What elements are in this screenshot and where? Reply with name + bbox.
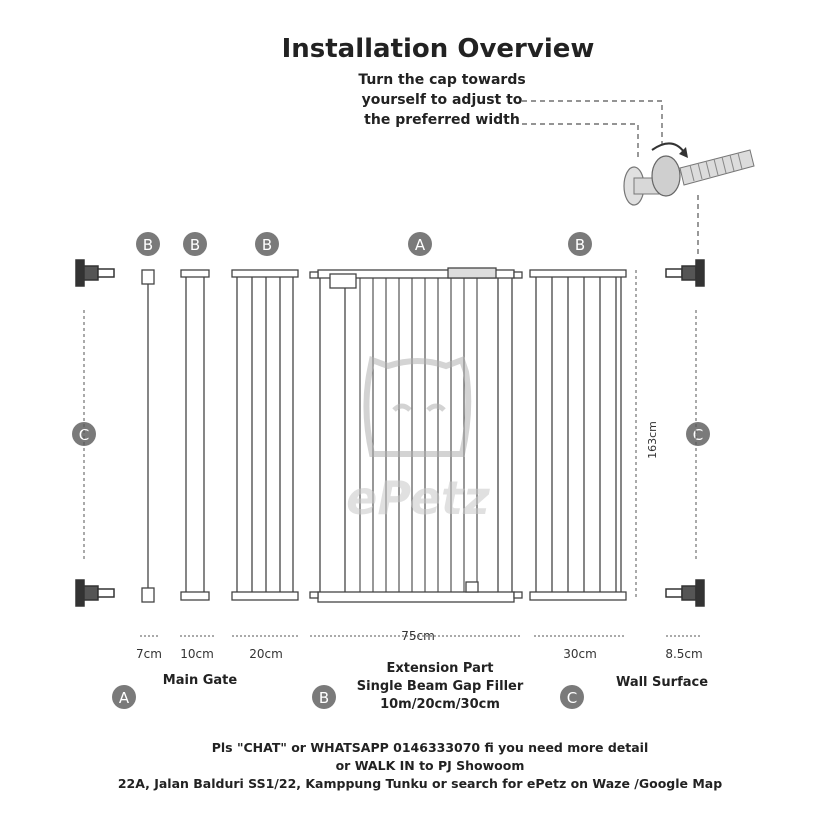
instruction-line-1: Turn the cap towards [358,72,526,88]
extension-30cm [530,270,626,600]
badge-b-legend [312,685,336,709]
epetz-watermark [346,360,490,525]
instruction-text [358,72,525,128]
badge-c-right [686,422,710,446]
legend-b-line-1: Extension Part [386,661,494,676]
dim-7cm: 7cm [136,647,162,661]
badge-b-2 [183,232,207,256]
svg-text:B: B [261,236,273,254]
svg-text:C: C [692,426,704,444]
dim-75cm: 75cm [401,629,435,643]
legend-b-line-3: 10m/20cm/30cm [380,697,500,712]
dim-10cm: 10cm [180,647,214,661]
instruction-line-3: the preferred width [364,112,520,128]
footer-line-1: Pls "CHAT" or WHATSAPP 0146333070 fi you need more detail [211,740,649,755]
extension-20cm [232,270,298,600]
dim-20cm: 20cm [249,647,283,661]
extension-10cm [181,270,209,600]
svg-text:B: B [574,236,586,254]
legend [163,661,708,712]
svg-text:A: A [118,689,130,707]
watermark-text: ePetz [346,471,490,525]
svg-text:B: B [318,689,330,707]
svg-text:B: B [189,236,201,254]
dim-30cm: 30cm [563,647,597,661]
dim-8-5cm: 8.5cm [665,647,703,661]
badge-a-1 [408,232,432,256]
instruction-line-2: yourself to adjust to [361,92,523,108]
width-labels [136,629,703,661]
footer-line-2: or WALK IN to PJ Showoom [335,758,525,773]
height-label: 163cm [646,421,659,459]
extension-7cm [142,270,154,602]
badge-b-1 [136,232,160,256]
badge-b-3 [255,232,279,256]
rotate-arrow-icon [652,143,684,152]
page-title: Installation Overview [281,34,595,64]
footer [118,740,722,791]
svg-text:A: A [414,236,426,254]
legend-b-line-2: Single Beam Gap Filler [356,679,524,694]
svg-text:C: C [566,689,578,707]
badge-c-legend [560,685,584,709]
badge-a-legend [112,685,136,709]
legend-main-gate: Main Gate [162,673,238,688]
legend-wall-surface: Wall Surface [615,675,709,690]
screw-cap-illustration [624,143,754,205]
svg-text:C: C [78,426,90,444]
footer-line-3: 22A, Jalan Balduri SS1/22, Kamppung Tunku or search for ePetz on Waze /Google Map [117,776,723,791]
badge-b-4 [568,232,592,256]
svg-text:B: B [142,236,154,254]
main-gate [310,268,522,602]
height-dimension [636,270,659,600]
